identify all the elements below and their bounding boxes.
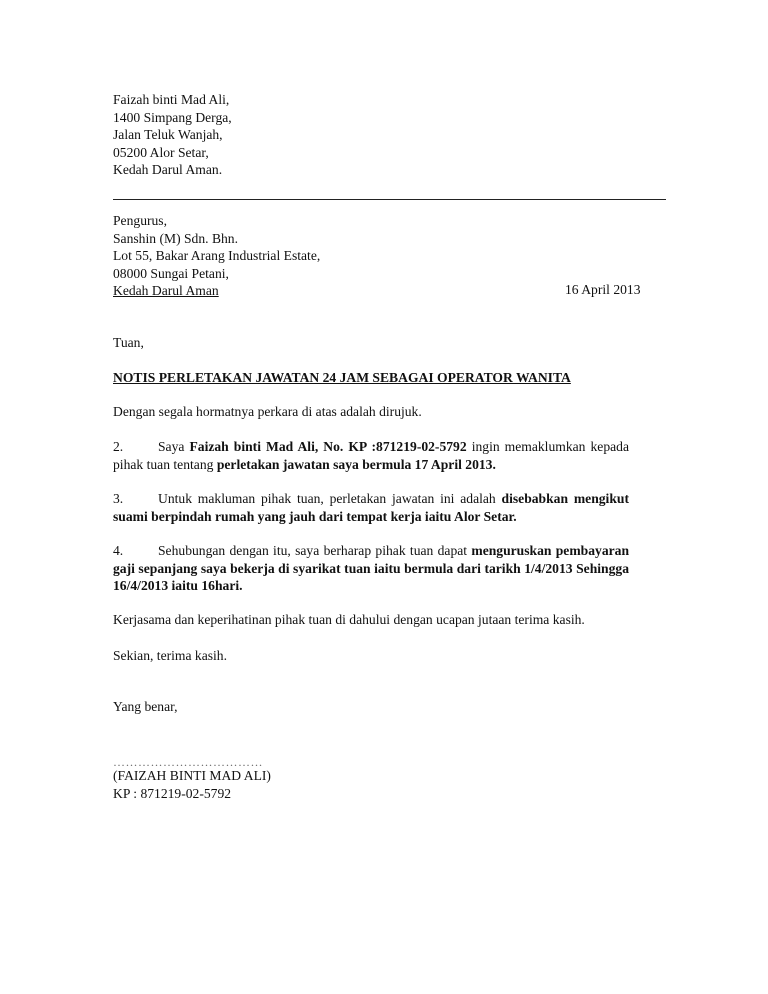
recipient-company: Sanshin (M) Sdn. Bhn. xyxy=(113,230,238,246)
paragraph-bold-text: disebabkan mengikut suami berpindah rumah yang jauh dari tempat kerja iaitu Alor Setar. xyxy=(113,491,629,524)
paragraph-text: Saya xyxy=(158,439,190,454)
paragraph-text: ingin memaklumkan kepada pihak tuan tentang xyxy=(113,439,629,472)
recipient-address-line: 08000 Sungai Petani, xyxy=(113,265,229,281)
header-divider xyxy=(113,199,666,200)
sender-address-line: 1400 Simpang Derga, xyxy=(113,109,232,125)
paragraph-text: Untuk makluman pihak tuan, perletakan jawatan ini adalah xyxy=(158,491,502,506)
recipient-title: Pengurus, xyxy=(113,213,167,228)
intro-paragraph: Dengan segala hormatnya perkara di atas adalah dirujuk. xyxy=(113,404,422,419)
paragraph-number: 3. xyxy=(113,491,124,506)
salutation: Tuan, xyxy=(113,335,144,350)
recipient-address-line: Kedah Darul Aman xyxy=(113,283,219,298)
sender-address xyxy=(113,91,232,179)
signatory-id: KP : 871219-02-5792 xyxy=(113,785,232,801)
subject-wrapper xyxy=(113,369,571,387)
paragraph-3 xyxy=(113,490,629,525)
recipient-address-line: Lot 55, Bakar Arang Industrial Estate, xyxy=(113,248,321,263)
paragraph-bold-text: menguruskan pembayaran gaji sepanjang saya bekerja di syarikat tuan iaitu bermula dari tarikh 1/4/2013 Sehingga 16/4/2013 iaitu 16hari. xyxy=(113,543,630,593)
closing-remark: Kerjasama dan keperihatinan pihak tuan di dahului dengan ucapan jutaan terima kasih. xyxy=(113,612,585,627)
closing-thanks: Sekian, terima kasih. xyxy=(113,648,228,663)
signature-line: ……………………………… xyxy=(113,755,263,769)
letter-date: 16 April 2013 xyxy=(565,282,641,297)
sender-address-line: Jalan Teluk Wanjah, xyxy=(113,127,223,142)
sign-off: Yang benar, xyxy=(113,699,178,714)
sender-name: Faizah binti Mad Ali, xyxy=(113,92,230,107)
subject-line: NOTIS PERLETAKAN JAWATAN 24 JAM SEBAGAI OPERATOR WANITA xyxy=(113,370,571,385)
signatory-name: (FAIZAH BINTI MAD ALI) xyxy=(113,768,271,783)
paragraph-number: 2. xyxy=(113,439,124,454)
paragraph-bold-text: Faizah binti Mad Ali, No. KP :871219-02-5792 xyxy=(189,439,467,454)
paragraph-2 xyxy=(113,438,629,473)
signature-block xyxy=(113,767,271,802)
paragraph-text: Sehubungan dengan itu, saya berharap pihak tuan dapat xyxy=(158,543,472,558)
paragraph-bold-text: perletakan jawatan saya bermula 17 April 2013. xyxy=(216,456,496,472)
paragraph-number: 4. xyxy=(113,543,124,558)
sender-address-line: Kedah Darul Aman. xyxy=(113,162,223,177)
sender-address-line: 05200 Alor Setar, xyxy=(113,144,209,160)
recipient-address xyxy=(113,212,320,300)
paragraph-4 xyxy=(113,542,629,595)
